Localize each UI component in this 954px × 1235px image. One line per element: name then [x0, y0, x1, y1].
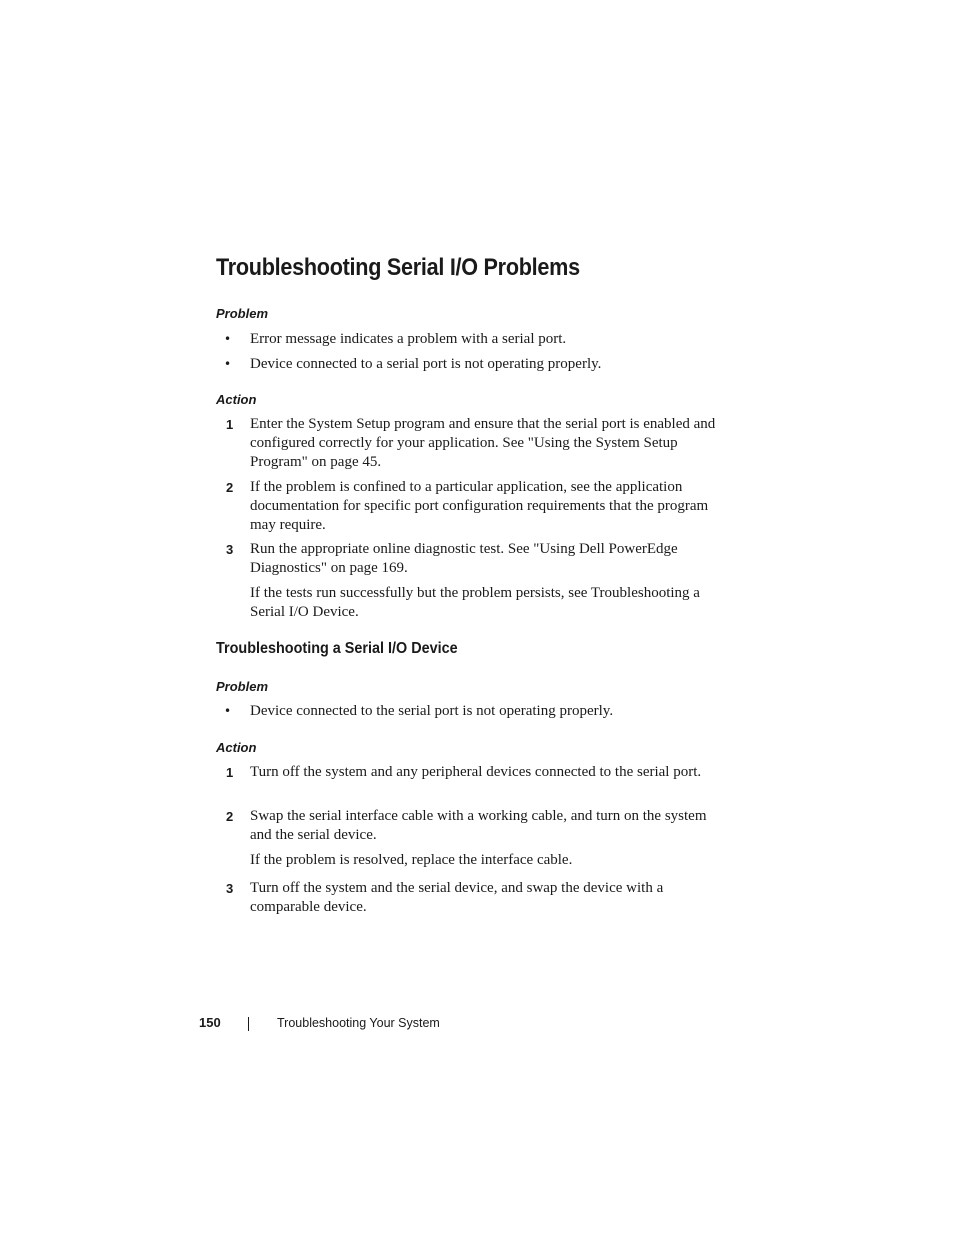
- step-text: Swap the serial interface cable with a working cable, and turn on the system and the serial device.: [250, 808, 707, 843]
- bullet-icon: •: [224, 357, 232, 371]
- page-title: Troubleshooting Serial I/O Problems: [216, 254, 580, 281]
- list-item: [222, 540, 722, 578]
- step-number: 2: [226, 480, 234, 495]
- footer-chapter: Troubleshooting Your System: [277, 1016, 440, 1030]
- list-item-text: Error message indicates a problem with a serial port.: [250, 331, 567, 347]
- list-item: [222, 807, 722, 845]
- list-item: [222, 702, 722, 721]
- list-item: [222, 415, 722, 472]
- step-text: Turn off the system and any peripheral devices connected to the serial port.: [250, 764, 702, 780]
- action-label: Action: [216, 740, 257, 755]
- step-number: 3: [226, 881, 234, 896]
- footer-divider: [248, 1017, 249, 1031]
- list-item: [222, 355, 722, 374]
- step-note: If the tests run successfully but the problem persists, see Troubleshooting a Serial I/O Device.: [250, 585, 700, 620]
- step-number: 3: [226, 542, 234, 557]
- section-heading: Troubleshooting a Serial I/O Device: [216, 640, 458, 657]
- step-number: 1: [226, 765, 234, 780]
- page-number: 150: [199, 1015, 221, 1030]
- list-item: [222, 879, 722, 917]
- bullet-icon: •: [224, 704, 232, 718]
- list-item-text: Device connected to a serial port is not operating properly.: [250, 356, 602, 372]
- list-item: [222, 478, 722, 535]
- list-item-text: Device connected to the serial port is not operating properly.: [250, 703, 614, 719]
- bullet-icon: •: [224, 332, 232, 346]
- action-label: Action: [216, 392, 257, 407]
- step-number: 1: [226, 417, 234, 432]
- problem-label: Problem: [216, 306, 269, 321]
- step-number: 2: [226, 809, 234, 824]
- list-item: [222, 330, 722, 349]
- step-text: Enter the System Setup program and ensure that the serial port is enabled and configured correctly for your application. See "Using the System Setup Program" on page 45.: [250, 416, 716, 470]
- step-note: If the problem is resolved, replace the interface cable.: [250, 852, 573, 868]
- list-item: [222, 763, 722, 782]
- step-text: Turn off the system and the serial device, and swap the device with a comparable device.: [250, 880, 664, 915]
- problem-label: Problem: [216, 679, 269, 694]
- step-text: Run the appropriate online diagnostic test. See "Using Dell PowerEdge Diagnostics" on page 169.: [250, 541, 678, 576]
- step-text: If the problem is confined to a particular application, see the application documentation for specific port configuration requirements that the program may require.: [250, 479, 709, 533]
